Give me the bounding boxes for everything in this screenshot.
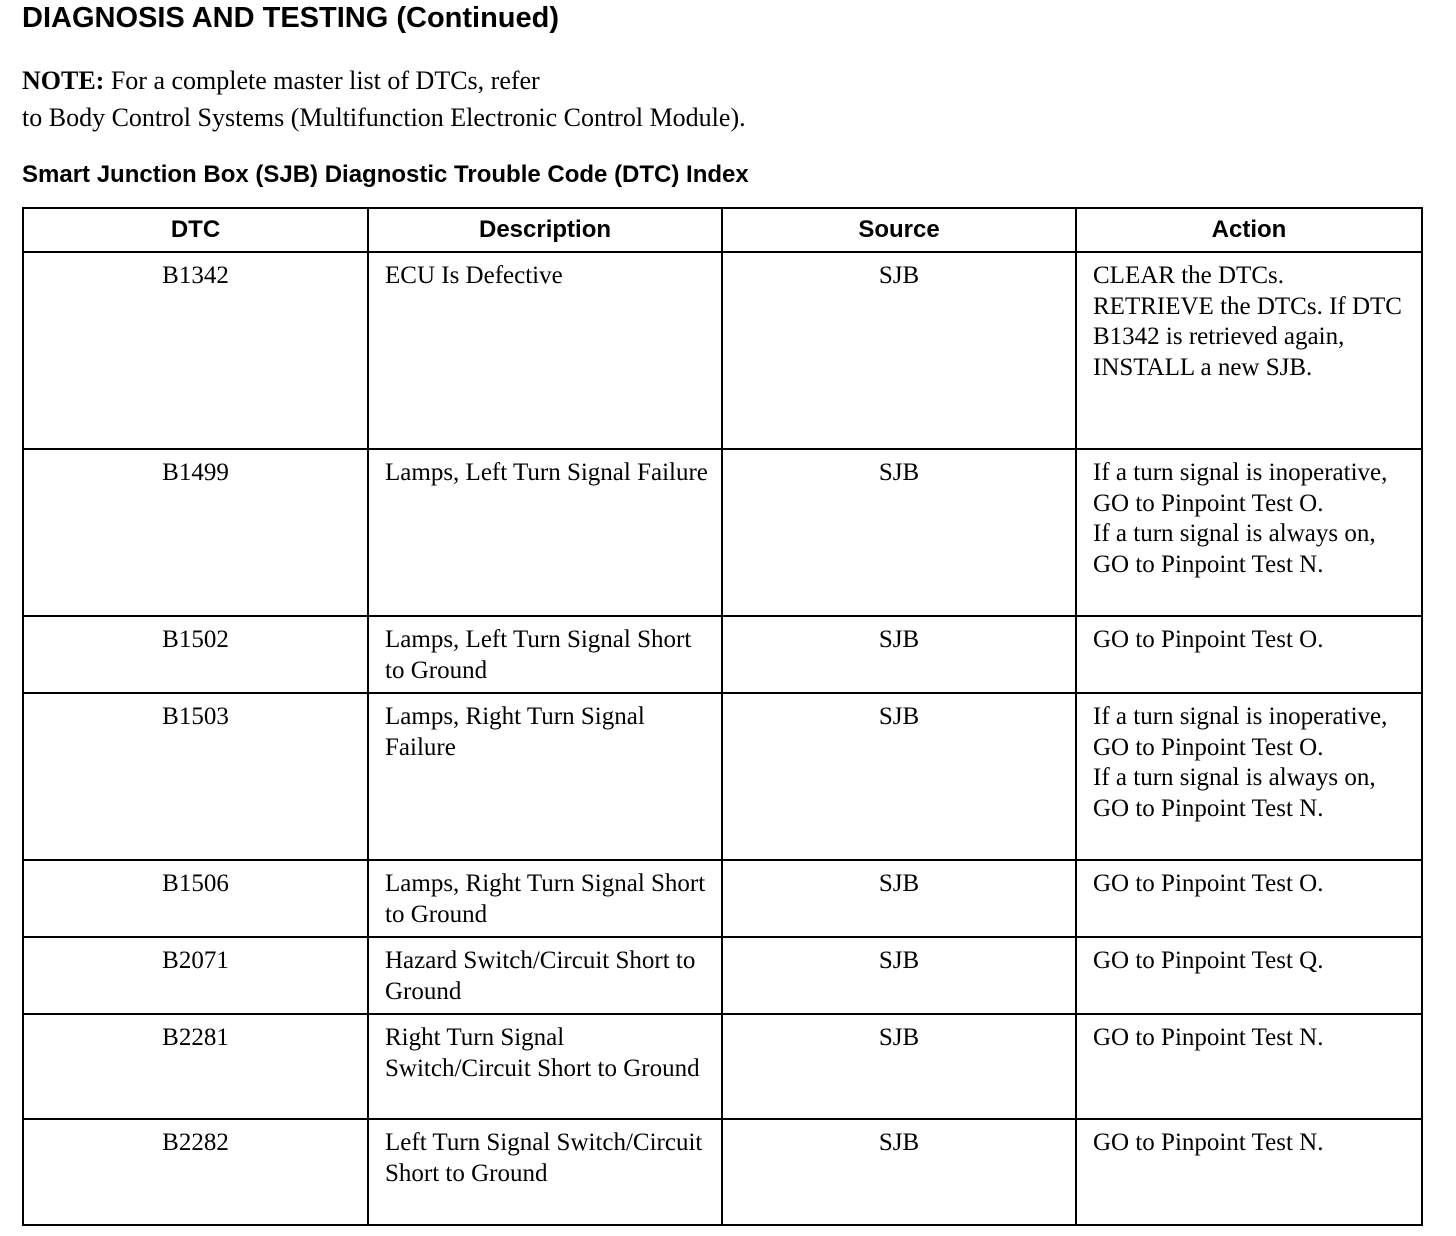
table-row	[23, 937, 1422, 1014]
action-text: GO to Pinpoint Test N.	[1093, 1129, 1324, 1156]
action-text: If a turn signal is inoperative, GO to Pinpoint Test O.	[1093, 459, 1388, 517]
column-header-dtc: DTC	[23, 208, 368, 252]
column-header-source: Source	[722, 208, 1076, 252]
action-cell	[1076, 616, 1422, 693]
action-text: If a turn signal is always on, GO to Pinpoint Test N.	[1093, 520, 1376, 578]
action-cell	[1076, 860, 1422, 937]
action-text: GO to Pinpoint Test Q.	[1093, 947, 1324, 974]
source-cell: SJB	[722, 860, 1076, 937]
source-cell: SJB	[722, 252, 1076, 449]
note-block	[22, 62, 746, 136]
description-cell: Hazard Switch/Circuit Short to Ground	[368, 937, 722, 1014]
source-cell: SJB	[722, 616, 1076, 693]
dtc-code-cell: B2282	[23, 1119, 368, 1225]
table-row	[23, 1119, 1422, 1225]
source-cell: SJB	[722, 693, 1076, 860]
action-text: GO to Pinpoint Test N.	[1093, 1024, 1324, 1051]
table-row	[23, 860, 1422, 937]
source-cell: SJB	[722, 1014, 1076, 1119]
dtc-code-cell: B1506	[23, 860, 368, 937]
column-header-action: Action	[1076, 208, 1422, 252]
description-cell: Left Turn Signal Switch/Circuit Short to Ground	[368, 1119, 722, 1225]
action-cell	[1076, 1119, 1422, 1225]
action-cell	[1076, 449, 1422, 616]
description-cell: Lamps, Left Turn Signal Failure	[368, 449, 722, 616]
description-cell: Lamps, Right Turn Signal Short to Ground	[368, 860, 722, 937]
action-cell	[1076, 252, 1422, 449]
table-row	[23, 252, 1422, 449]
description-cell: Lamps, Right Turn Signal Failure	[368, 693, 722, 860]
source-cell: SJB	[722, 1119, 1076, 1225]
action-text: If a turn signal is inoperative, GO to Pinpoint Test O.	[1093, 703, 1388, 761]
note-line-1	[22, 62, 746, 99]
table-title: Smart Junction Box (SJB) Diagnostic Trouble Code (DTC) Index	[22, 161, 749, 188]
action-text: GO to Pinpoint Test O.	[1093, 626, 1324, 653]
note-label: NOTE:	[22, 66, 105, 95]
action-text: If a turn signal is always on, GO to Pinpoint Test N.	[1093, 764, 1376, 822]
dtc-code-cell: B2071	[23, 937, 368, 1014]
note-text-2: to Body Control Systems (Multifunction Electronic Control Module).	[22, 103, 746, 132]
action-cell	[1076, 693, 1422, 860]
note-text-1: For a complete master list of DTCs, refer	[110, 66, 540, 95]
page-heading: DIAGNOSIS AND TESTING (Continued)	[22, 2, 560, 34]
source-cell: SJB	[722, 937, 1076, 1014]
table-header-row	[23, 208, 1422, 252]
dtc-code-cell: B2281	[23, 1014, 368, 1119]
column-header-description: Description	[368, 208, 722, 252]
table-row	[23, 616, 1422, 693]
description-cell: ECU Is Defective	[368, 252, 722, 449]
action-text: GO to Pinpoint Test O.	[1093, 870, 1324, 897]
dtc-code-cell: B1502	[23, 616, 368, 693]
description-cell: Right Turn Signal Switch/Circuit Short to Ground	[368, 1014, 722, 1119]
table-row	[23, 449, 1422, 616]
table-row	[23, 1014, 1422, 1119]
dtc-code-cell: B1499	[23, 449, 368, 616]
description-cell: Lamps, Left Turn Signal Short to Ground	[368, 616, 722, 693]
action-cell	[1076, 937, 1422, 1014]
dtc-code-cell: B1342	[23, 252, 368, 449]
action-text: CLEAR the DTCs. RETRIEVE the DTCs. If DTC B1342 is retrieved again, INSTALL a new SJB.	[1093, 262, 1402, 381]
dtc-code-cell: B1503	[23, 693, 368, 860]
dtc-index-table	[22, 207, 1423, 1226]
source-cell: SJB	[722, 449, 1076, 616]
action-cell	[1076, 1014, 1422, 1119]
table-row	[23, 693, 1422, 860]
